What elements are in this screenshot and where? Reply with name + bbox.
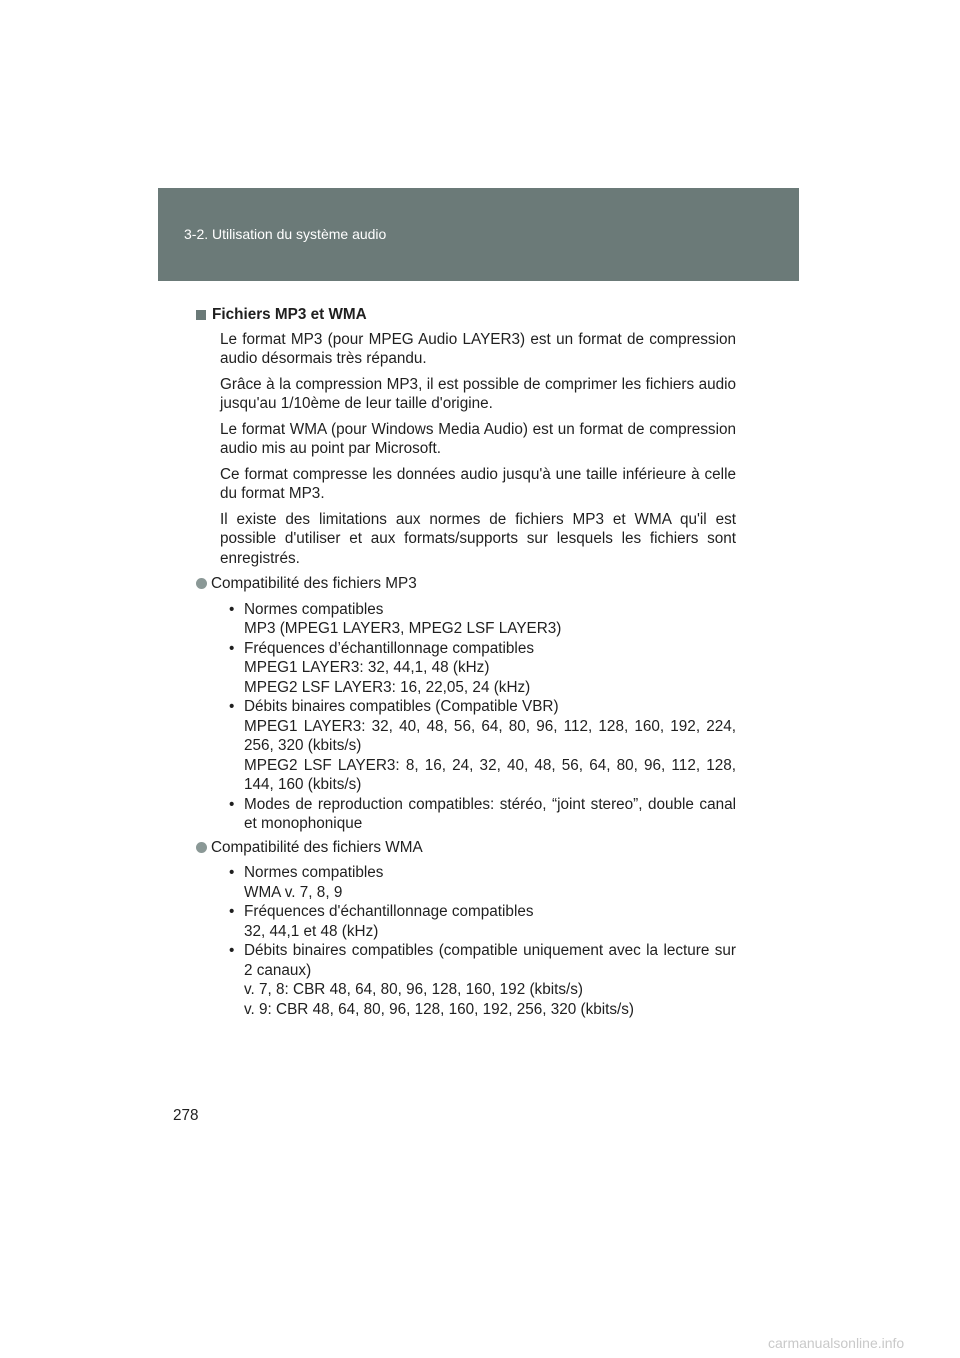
bullet-icon: • <box>229 795 235 813</box>
circle-bullet-icon <box>196 842 207 853</box>
bullet-icon: • <box>229 903 235 920</box>
list-item: • Normes compatibles MP3 (MPEG1 LAYER3, MPEG2 LSF LAYER3) <box>229 600 562 637</box>
list-item: • Débits binaires compatibles (Compatible VBR) MPEG1 LAYER3: 32, 40, 48, 56, 64, 80, 96, 112, 128, 160, 192, 224, 256, 320 (kbits/s) MPEG2 LSF LAYER3: 8, 16, 24, 32, 40, 48, 56, 64, 80, 96, 112, 128, 144, 160 (kbits/s) <box>229 698 736 793</box>
bullet-icon: • <box>229 698 235 715</box>
paragraph: Il existe des limitations aux normes de fichiers MP3 et WMA qu'il est possible d'utiliser et aux formats/supports sur lesquels les fichiers sont enregistrés. <box>220 510 736 567</box>
watermark: carmanualsonline.info <box>768 1335 905 1351</box>
list-item: • Modes de reproduction compatibles: stéréo, “joint stereo”, double canal et monophonique <box>229 795 736 832</box>
heading-text: Fichiers MP3 et WMA <box>212 306 367 323</box>
content <box>196 305 736 1023</box>
bullet-icon: • <box>229 600 235 618</box>
paragraph: Grâce à la compression MP3, il est possible de comprimer les fichiers audio jusqu'au 1/10ème de leur taille d'origine. <box>220 375 736 412</box>
wma-list <box>196 863 736 1019</box>
paragraph: Le format MP3 (pour MPEG Audio LAYER3) est un format de compression audio désormais très répandu. <box>220 330 736 367</box>
list-item: • Fréquences d'échantillonnage compatibles 32, 44,1 et 48 (kHz) <box>229 903 534 940</box>
mp3-list <box>196 600 736 834</box>
section-title: 3-2. Utilisation du système audio <box>184 226 387 242</box>
paragraph: Le format WMA (pour Windows Media Audio) est un format de compression audio mis au point par Microsoft. <box>220 420 736 457</box>
list-item: • Normes compatibles WMA v. 7, 8, 9 <box>229 864 384 901</box>
circle-bullet-icon <box>196 578 207 589</box>
bullet-icon: • <box>229 864 235 881</box>
page-number: 278 <box>173 1107 199 1124</box>
bullet-icon: • <box>229 639 235 657</box>
header-band <box>158 188 799 281</box>
mp3-compat-heading: Compatibilité des fichiers MP3 <box>196 574 736 594</box>
list-item: • Débits binaires compatibles (compatible uniquement avec la lecture sur 2 canaux) v. 7, 8: CBR 48, 64, 80, 96, 128, 160, 192 (kbits/s) v. 9: CBR 48, 64, 80, 96, 128, 160, 192, 256, 320 (kbits/s) <box>229 942 736 1018</box>
bullet-icon: • <box>229 942 235 959</box>
paragraph: Ce format compresse les données audio jusqu'à une taille inférieure à celle du format MP3. <box>220 465 736 502</box>
subsection-heading <box>196 305 736 325</box>
list-item: • Fréquences d’échantillonnage compatibles MPEG1 LAYER3: 32, 44,1, 48 (kHz) MPEG2 LSF LAYER3: 16, 22,05, 24 (kHz) <box>229 639 534 696</box>
wma-compat-heading: Compatibilité des fichiers WMA <box>196 838 736 858</box>
square-bullet-icon <box>196 310 206 320</box>
